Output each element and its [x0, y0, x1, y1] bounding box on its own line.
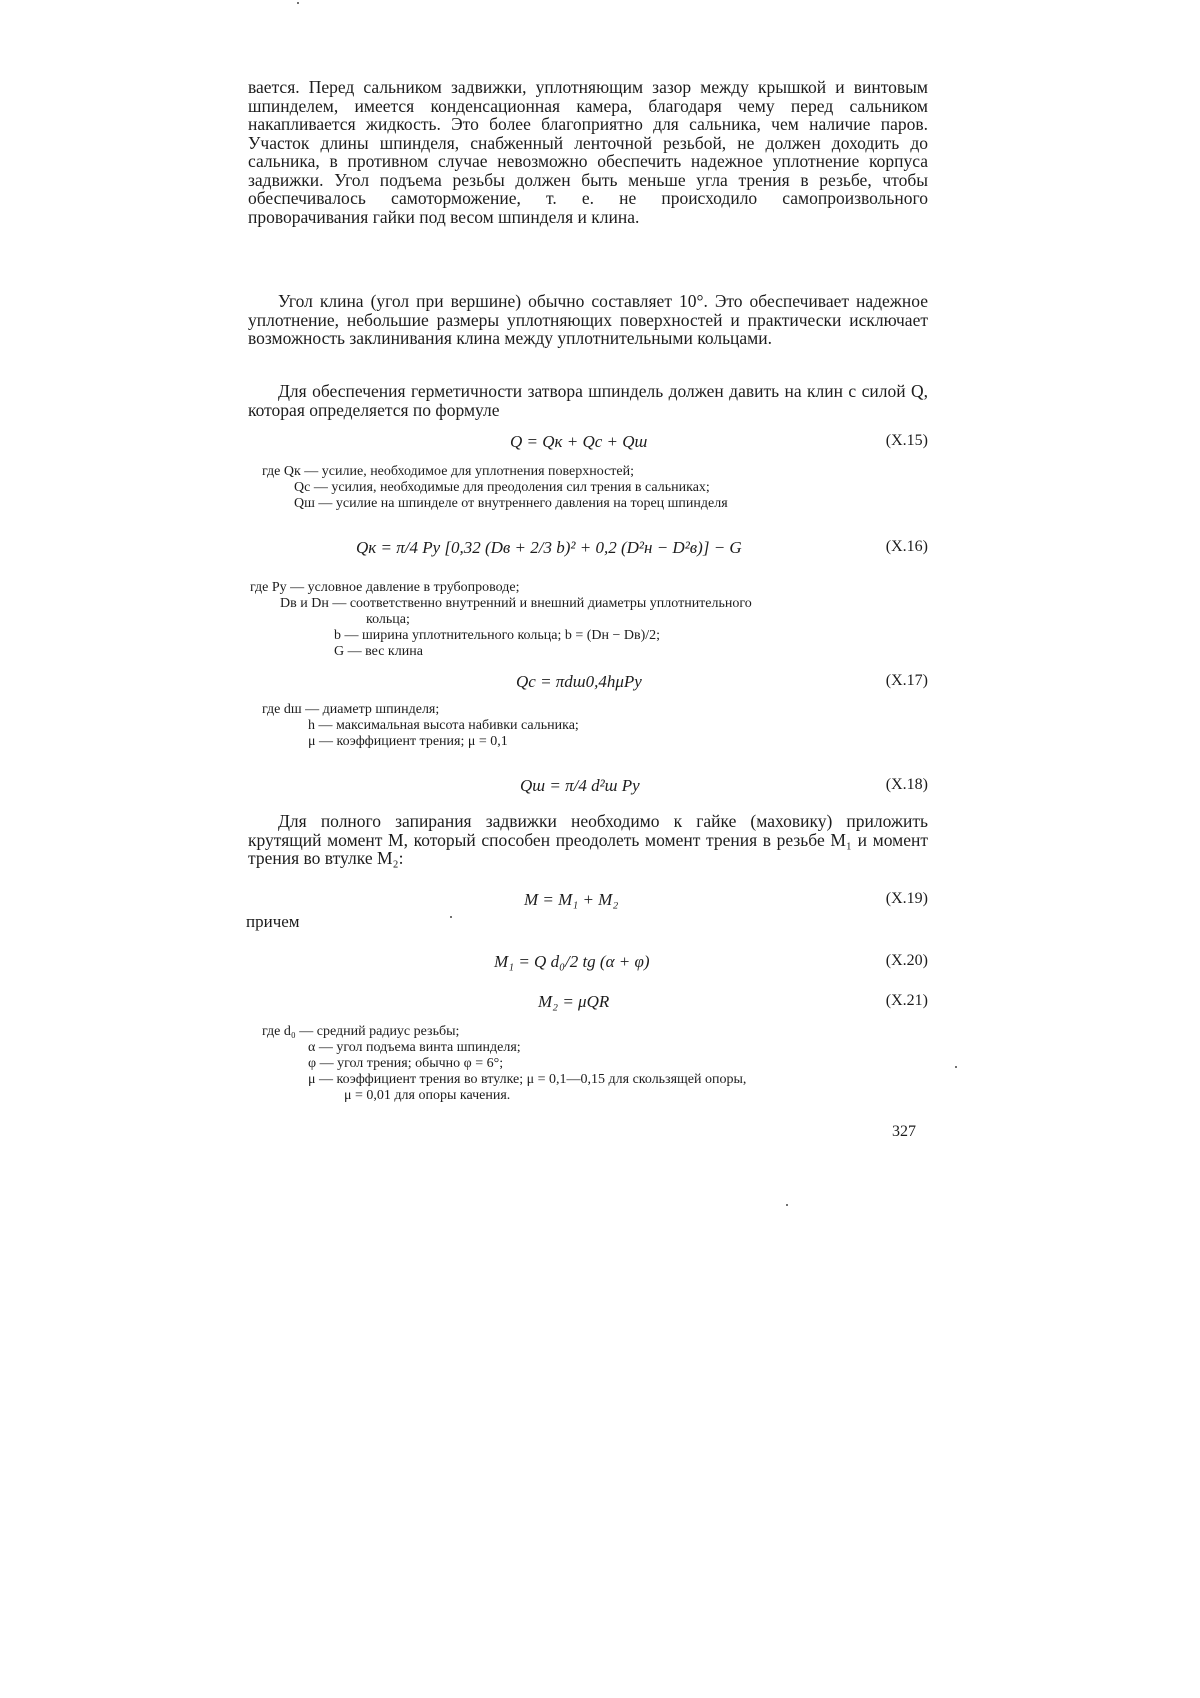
paragraph-text: Для полного запирания задвижки необходимо к гайке (маховику) приложить крутящий момент M, который способен преодолеть момент трения в резьбе M₁ и момент трения во втулке M₂:: [248, 811, 928, 868]
legend-line: φ — угол трения; обычно φ = 6°;: [308, 1056, 504, 1071]
legend-4: [262, 1024, 746, 1104]
legend-line: кольца;: [366, 612, 410, 627]
legend-line: μ = 0,01 для опоры качения.: [344, 1088, 511, 1103]
legend-line: где d₀ — средний радиус резьбы;: [262, 1024, 460, 1039]
legend-line: μ — коэффициент трения; μ = 0,1: [308, 734, 508, 749]
legend-line: b — ширина уплотнительного кольца; b = (Dн − Dв)/2;: [334, 628, 661, 643]
formula-x17: [248, 672, 928, 702]
scan-speck: [450, 916, 452, 918]
formula-expression: Qк = π/4 Pу [0,32 (Dв + 2/3 b)² + 0,2 (D²н − D²в)] − G: [356, 538, 742, 557]
paragraph-text: вается. Перед сальником задвижки, уплотняющим зазор между крышкой и винтовым шпинделем, имеется конденсационная камера, благодаря чему перед сальником накапливается жидкость. Это более благоприятно для сальника, чем наличие паров. Участок длины шпинделя, снабженный ленточной резьбой, не должен доходить до сальника, в противном случае невозможно обеспечить надежное уплотнение корпуса задвижки. Угол подъема резьбы должен быть меньше угла трения в резьбе, чтобы обеспечивалось самоторможение, т. е. не происходило самопроизвольного проворачивания гайки под весом шпинделя и клина.: [248, 77, 928, 227]
formula-x20: [248, 952, 928, 982]
legend-line: где dш — диаметр шпинделя;: [262, 702, 440, 717]
formula-expression: Qш = π/4 d²ш Pу: [520, 776, 640, 795]
paragraph-3: [248, 382, 928, 419]
legend-line: Qш — усилие на шпинделе от внутреннего давления на торец шпинделя: [294, 496, 728, 511]
legend-line: G — вес клина: [334, 644, 423, 659]
paragraph-text: Угол клина (угол при вершине) обычно составляет 10°. Это обеспечивает надежное уплотнение, небольшие размеры уплотняющих поверхностей и практически исключает возможность заклинивания клина между уплотнительными кольцами.: [248, 291, 928, 348]
page-number: 327: [892, 1123, 916, 1140]
paragraph-2: [248, 292, 928, 348]
legend-line: Qс — усилия, необходимые для преодоления сил трения в сальниках;: [294, 480, 710, 495]
formula-x16: [248, 538, 928, 568]
word-prichem: причем: [246, 912, 300, 931]
legend-line: где Qк — усилие, необходимое для уплотнения поверхностей;: [262, 464, 635, 479]
formula-x21: [248, 992, 928, 1022]
formula-expression: M₁ = Q d₀/2 tg (α + φ): [494, 952, 650, 971]
formula-x15: [248, 432, 928, 462]
paragraph-text: Для обеспечения герметичности затвора шпиндель должен давить на клин с силой Q, которая определяется по формуле: [248, 381, 928, 420]
formula-expression: M₂ = μQR: [538, 992, 610, 1011]
formula-x18: [248, 776, 928, 806]
formula-number: (X.18): [885, 776, 928, 793]
formula-expression: Q = Qк + Qс + Qш: [510, 432, 648, 451]
paragraph-1: [248, 78, 928, 226]
legend-line: где Pу — условное давление в трубопроводе;: [250, 580, 520, 595]
scan-speck: [955, 1066, 957, 1068]
formula-number: (X.20): [885, 952, 928, 969]
formula-number: (X.17): [885, 672, 928, 689]
formula-number: (X.15): [885, 432, 928, 449]
legend-2: [250, 580, 752, 660]
scan-speck: [786, 1204, 788, 1206]
formula-number: (X.21): [885, 992, 928, 1009]
legend-3: [262, 702, 579, 750]
legend-line: μ — коэффициент трения во втулке; μ = 0,1—0,15 для скользящей опоры,: [308, 1072, 747, 1087]
scan-speck: [297, 2, 299, 4]
legend-1: [262, 464, 728, 512]
paragraph-4: [248, 812, 928, 868]
formula-number: (X.16): [885, 538, 928, 555]
formula-x19: [248, 890, 928, 920]
legend-line: α — угол подъема винта шпинделя;: [308, 1040, 521, 1055]
formula-expression: M = M₁ + M₂: [524, 890, 619, 909]
formula-expression: Qс = πdш0,4hμPу: [516, 672, 642, 691]
formula-number: (X.19): [885, 890, 928, 907]
legend-line: h — максимальная высота набивки сальника;: [308, 718, 579, 733]
legend-line: Dв и Dн — соответственно внутренний и внешний диаметры уплотнительного: [280, 596, 752, 611]
